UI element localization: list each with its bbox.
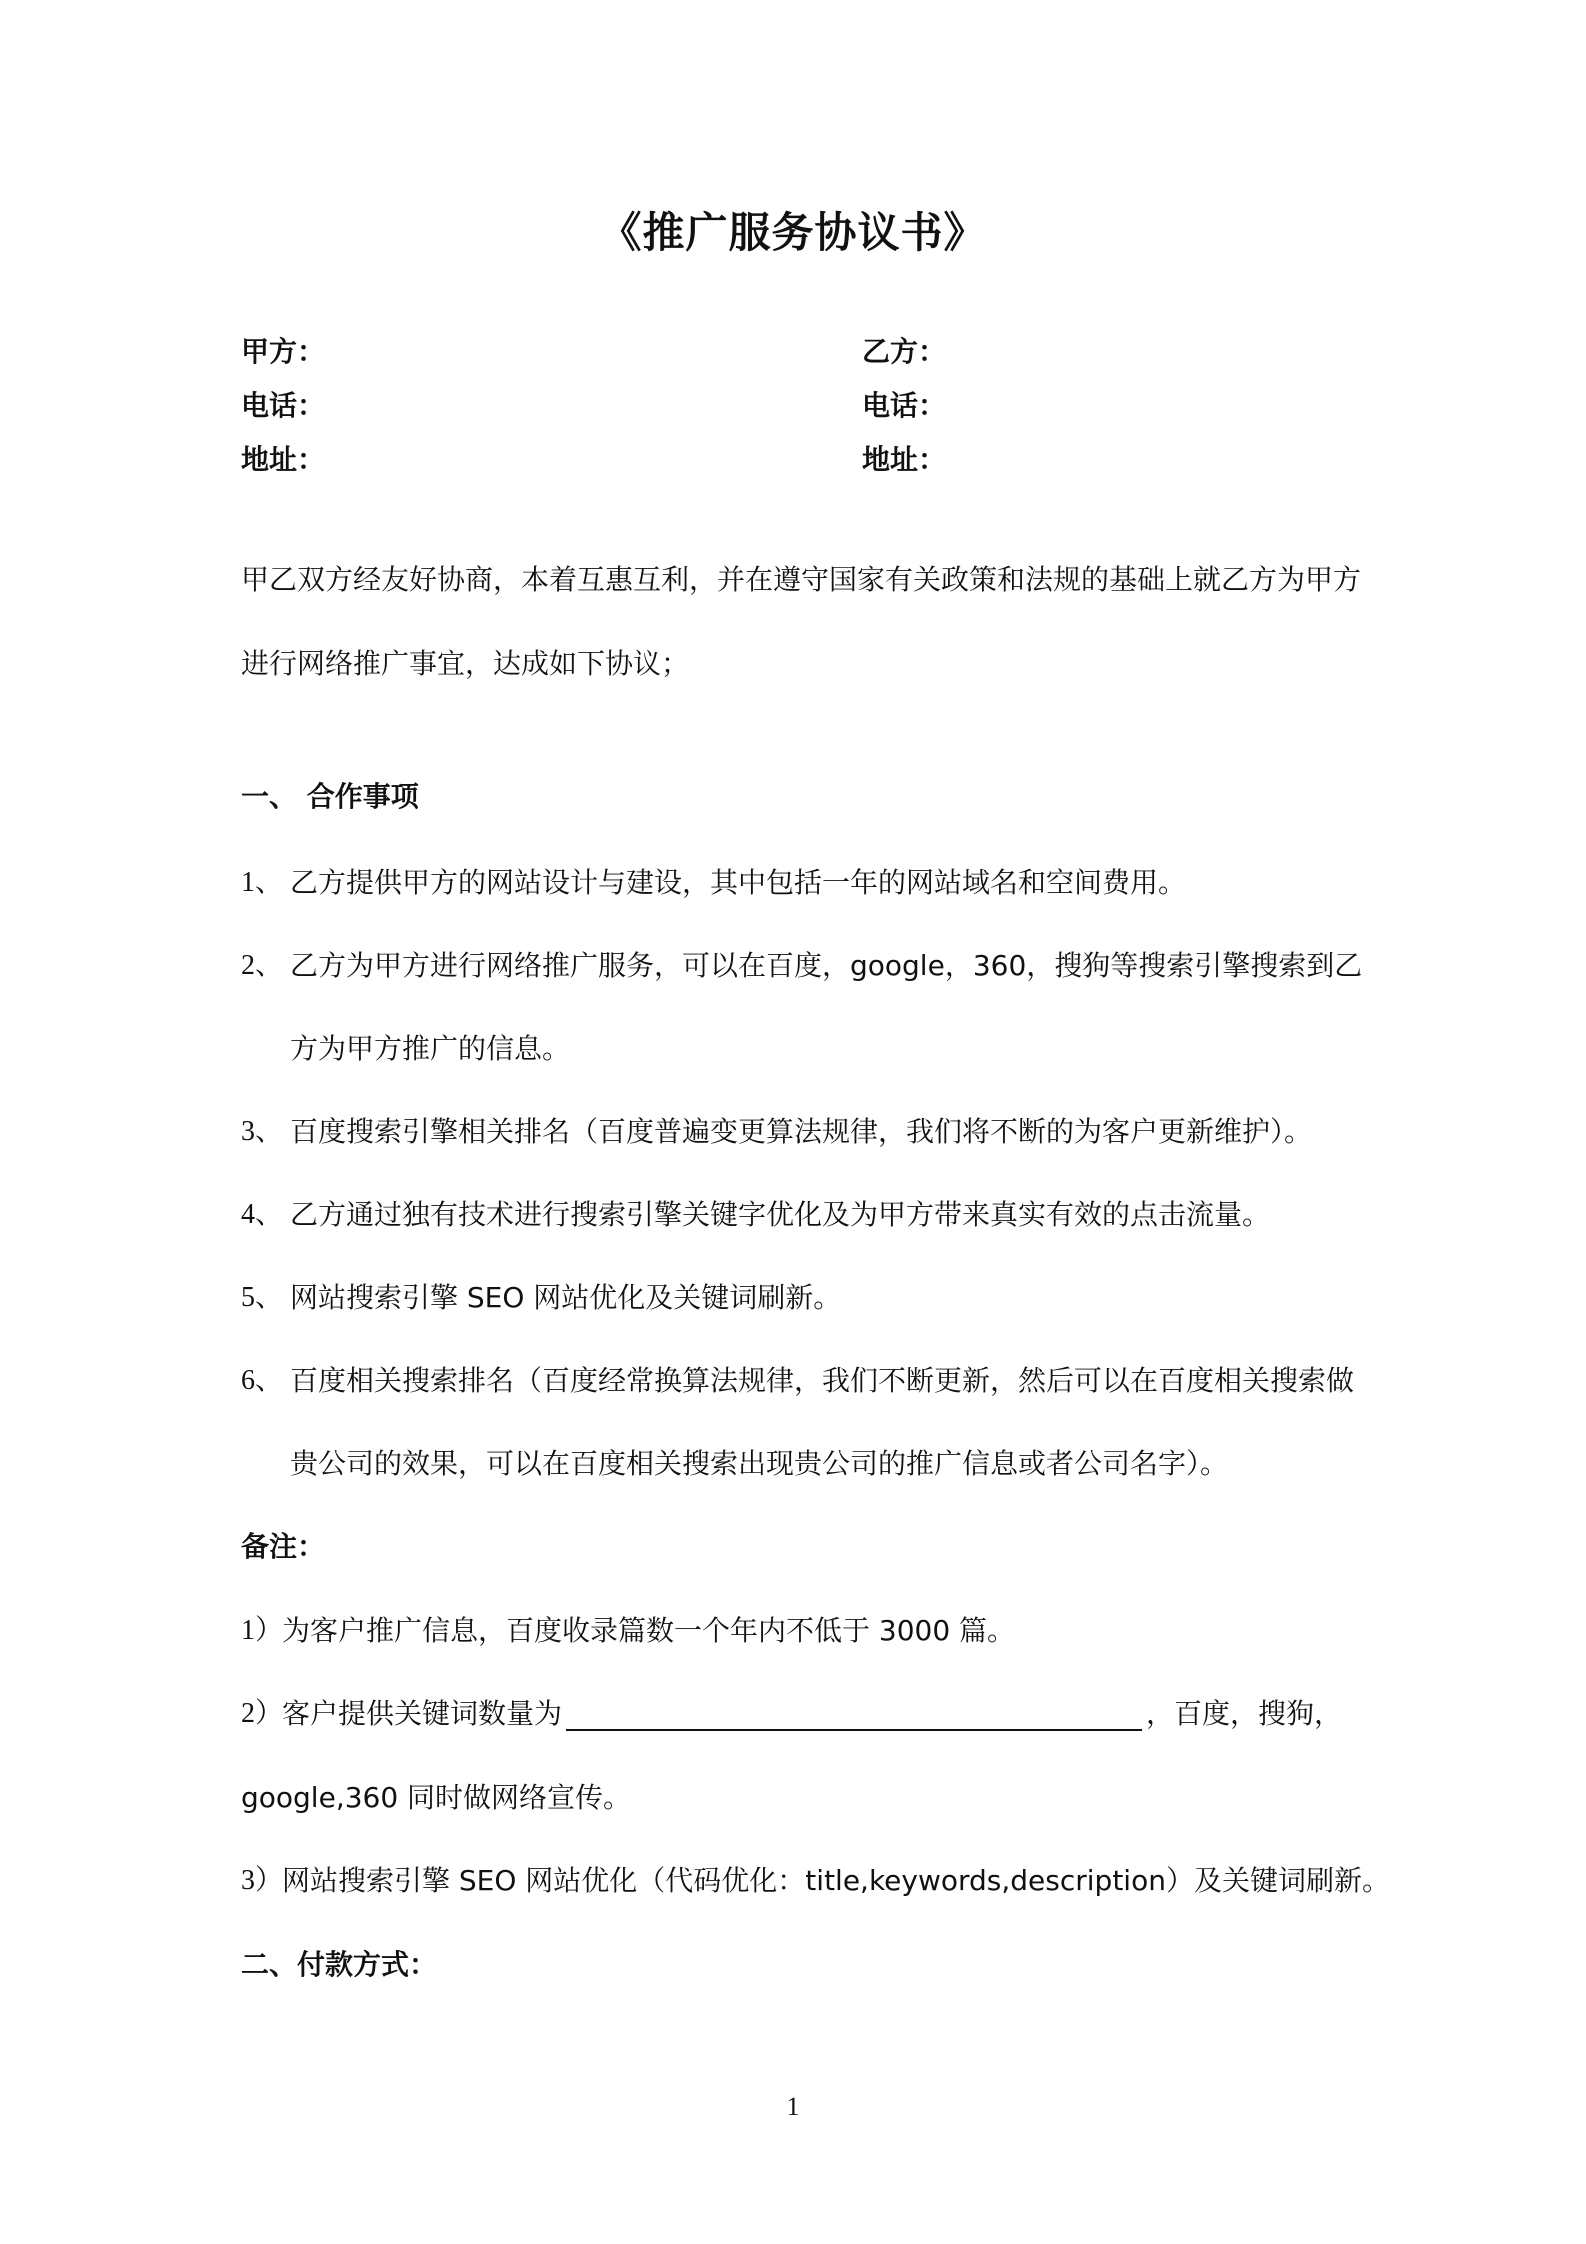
keyword-count-blank xyxy=(566,1699,1142,1731)
address-b-label: 地址： xyxy=(862,443,947,476)
item-1-text: 乙方提供甲方的网站设计与建设，其中包括一年的网站域名和空间费用。 xyxy=(290,866,1187,899)
intro-line-2: 进行网络推广事宜，达成如下协议； xyxy=(241,647,690,680)
item-4-text: 乙方通过独有技术进行搜索引擎关键字优化及为甲方带来真实有效的点击流量。 xyxy=(290,1198,1271,1231)
item-6-text: 百度相关搜索排名（百度经常换算法规律，我们不断更新，然后可以在百度相关搜索做 xyxy=(290,1364,1355,1397)
item-3-text: 百度搜索引擎相关排名（百度普遍变更算法规律，我们将不断的为客户更新维护）。 xyxy=(290,1115,1313,1148)
item-6-continuation: 贵公司的效果，可以在百度相关搜索出现贵公司的推广信息或者公司名字）。 xyxy=(290,1447,1229,1480)
page-number: 1 xyxy=(786,2092,800,2121)
document-title: 《推广服务协议书》 xyxy=(599,208,987,257)
address-a-label: 地址： xyxy=(241,443,326,476)
notes-heading: 备注： xyxy=(241,1530,326,1563)
item-5-number: 5、 xyxy=(241,1282,284,1313)
item-1-number: 1、 xyxy=(241,867,284,898)
section-2-heading: 二、付款方式： xyxy=(241,1948,438,1981)
item-2-number: 2、 xyxy=(241,950,284,981)
item-4-number: 4、 xyxy=(241,1199,284,1230)
note-3-text: 网站搜索引擎 SEO 网站优化（代码优化：title,keywords,description）及关键词刷新。 xyxy=(282,1864,1390,1897)
note-2-text xyxy=(282,1697,1342,1731)
note-2-continuation: google,360 同时做网络宣传。 xyxy=(241,1781,632,1814)
party-a-label: 甲方： xyxy=(241,335,326,368)
phone-a-label: 电话： xyxy=(241,389,326,422)
note-2-number: 2） xyxy=(241,1698,284,1729)
note-3-number: 3） xyxy=(241,1865,284,1896)
note-1-text: 为客户推广信息，百度收录篇数一个年内不低于 3000 篇。 xyxy=(282,1614,1016,1647)
item-5-text: 网站搜索引擎 SEO 网站优化及关键词刷新。 xyxy=(290,1281,842,1314)
section-1-heading: 一、 合作事项 xyxy=(241,780,419,813)
item-2-text: 乙方为甲方进行网络推广服务，可以在百度，google，360，搜狗等搜索引擎搜索到乙 xyxy=(290,949,1363,982)
item-2-continuation: 方为甲方推广的信息。 xyxy=(290,1032,571,1065)
note-2-text-after: ，百度，搜狗， xyxy=(1146,1697,1343,1730)
party-b-label: 乙方： xyxy=(862,335,947,368)
note-2-text-before: 客户提供关键词数量为 xyxy=(282,1697,563,1730)
item-3-number: 3、 xyxy=(241,1116,284,1147)
note-1-number: 1） xyxy=(241,1615,284,1646)
item-6-number: 6、 xyxy=(241,1365,284,1396)
phone-b-label: 电话： xyxy=(862,389,947,422)
intro-line-1: 甲乙双方经友好协商，本着互惠互利，并在遵守国家有关政策和法规的基础上就乙方为甲方 xyxy=(241,563,1362,596)
